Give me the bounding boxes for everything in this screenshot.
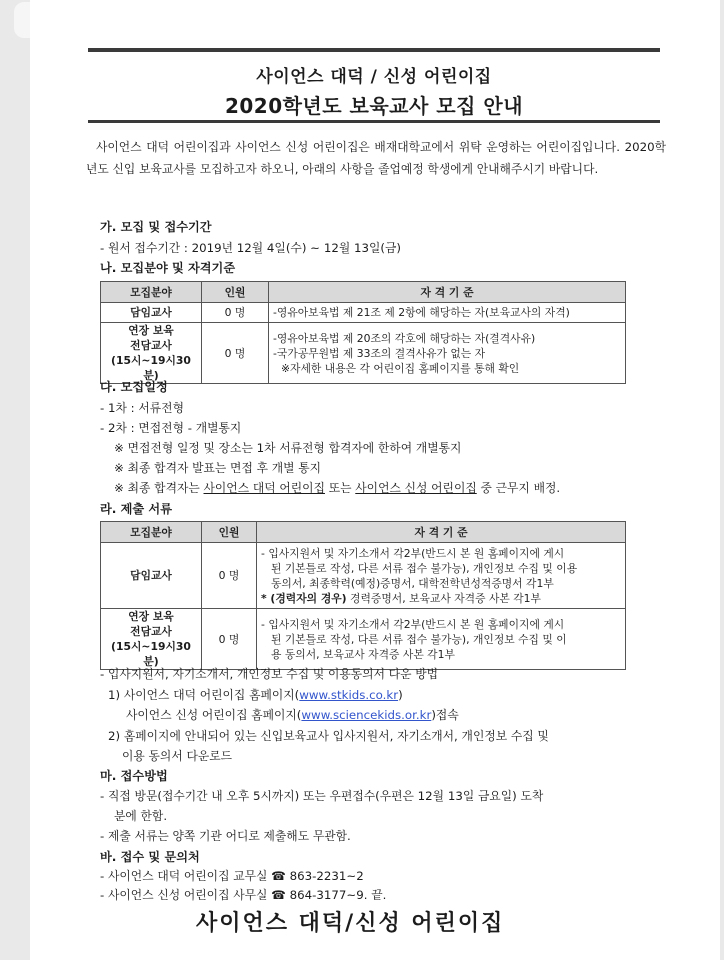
count-cell: 0 명: [202, 543, 257, 609]
download-text: 1) 사이언스 대덕 어린이집 홈페이지(: [108, 688, 300, 702]
criteria-line: [261, 591, 621, 606]
intro-paragraph: [86, 136, 666, 180]
field-cell: [101, 609, 202, 670]
criteria-line: 동의서, 최종학력(예정)증명서, 대학전학년성적증명서 각1부: [271, 576, 554, 590]
download-step-1: [108, 686, 403, 703]
experience-label: * (경력자의 경우): [261, 591, 347, 605]
experience-text: 경력증명서, 보육교사 자격증 사본 각1부: [346, 591, 541, 605]
contact-daeduk: - 사이언스 대덕 어린이집 교무실 ☎ 863-2231~2: [100, 869, 364, 883]
documents-table: [100, 521, 626, 670]
count-cell: 0 명: [202, 609, 257, 670]
field-line: 연장 보육: [128, 324, 174, 337]
submission-method-1-cont: 분에 한함.: [114, 809, 168, 823]
note-underlined: 사이언스 대덕 어린이집: [203, 481, 325, 495]
criteria-cell: [257, 609, 626, 670]
note-underlined: 사이언스 신성 어린이집: [355, 481, 477, 495]
section-c-heading: 다. 모집일정: [100, 380, 168, 394]
qualification-table: [100, 281, 626, 384]
col-header-criteria: 자 격 기 준: [257, 522, 626, 543]
download-text: 사이언스 신성 어린이집 홈페이지(: [126, 708, 302, 722]
criteria-cell: -영유아보육법 제 21조 제 2항에 해당하는 자(보육교사의 자격): [269, 303, 626, 323]
criteria-line: - 입사지원서 및 자기소개서 각2부(반드시 본 원 홈페이지에 게시: [261, 546, 565, 560]
note-text: ※ 최종 합격자는: [114, 481, 204, 495]
criteria-cell: [257, 543, 626, 609]
field-line: 전담교사: [130, 625, 172, 638]
download-step-2: 2) 홈페이지에 안내되어 있는 신입보육교사 입사지원서, 자기소개서, 개인정보 수집 및: [108, 729, 549, 743]
application-period: - 원서 접수기간 : 2019년 12월 4일(수) ~ 12월 13일(금): [100, 241, 401, 255]
field-cell: 담임교사: [101, 303, 202, 323]
schedule-step-1: - 1차 : 서류전형: [100, 401, 184, 415]
criteria-line: 된 기본틀로 작성, 다른 서류 접수 불가능), 개인정보 수집 및 이용: [271, 561, 578, 575]
section-d-heading: 라. 제출 서류: [100, 502, 172, 516]
note-text: 중 근무지 배정.: [476, 481, 561, 495]
schedule-note-1: ※ 면접전형 일정 및 장소는 1차 서류전형 합격자에 한하여 개별통지: [114, 441, 462, 455]
intro-text: 사이언스 대덕 어린이집과 사이언스 신성 어린이집은 배재대학교에서 위탁 운영하는 어린이집입니다. 2020학년도 신입 보육교사를 모집하고자 하오니, 아래의 사항을 졸업예정 학생에게 안내해주시기 바랍니다.: [86, 140, 666, 176]
field-line: 연장 보육: [128, 610, 174, 623]
table-row: [101, 323, 626, 384]
hours-label: (15시~19시30분): [111, 640, 191, 668]
table-row: [101, 543, 626, 609]
footer-title: 사이언스 대덕/신성 어린이집: [196, 911, 505, 936]
col-header-count: 인원: [202, 522, 257, 543]
criteria-line: 용 동의서, 보육교사 자격증 사본 각1부: [271, 647, 455, 661]
sinseong-homepage-link[interactable]: www.sciencekids.or.kr: [301, 708, 432, 722]
count-cell: 0 명: [202, 303, 269, 323]
daeduk-homepage-link[interactable]: www.stkids.co.kr: [299, 688, 399, 702]
download-text: )접속: [431, 708, 459, 722]
submission-method-2: - 제출 서류는 양쪽 기관 어디로 제출해도 무관함.: [100, 829, 351, 843]
col-header-criteria: 자 격 기 준: [269, 282, 626, 303]
criteria-line: 된 기본틀로 작성, 다른 서류 접수 불가능), 개인정보 수집 및 이: [271, 632, 567, 646]
schedule-note-3: [114, 479, 560, 496]
table-row: [101, 609, 626, 670]
col-header-count: 인원: [202, 282, 269, 303]
section-f-heading: 바. 접수 및 문의처: [100, 850, 200, 864]
col-header-field: 모집분야: [101, 282, 202, 303]
title-line-1: 사이언스 대덕 / 신성 어린이집: [256, 67, 492, 87]
section-b-heading: 나. 모집분야 및 자격기준: [100, 261, 236, 275]
contact-sinseong: - 사이언스 신성 어린이집 사무실 ☎ 864-3177~9. 끝.: [100, 888, 387, 902]
schedule-note-2: ※ 최종 합격자 발표는 면접 후 개별 통지: [114, 461, 322, 475]
field-cell: [101, 323, 202, 384]
download-text: ): [398, 688, 403, 702]
section-a-heading: 가. 모집 및 접수기간: [100, 220, 212, 234]
criteria-line: -국가공무원법 제 33조의 결격사유가 없는 자: [273, 346, 486, 360]
criteria-line: - 입사지원서 및 자기소개서 각2부(반드시 본 원 홈페이지에 게시: [261, 617, 565, 631]
criteria-line: -영유아보육법 제 20조의 각호에 해당하는 자(결격사유): [273, 331, 536, 345]
download-step-2-cont: 이용 동의서 다운로드: [122, 749, 233, 763]
submission-method-1: - 직접 방문(접수기간 내 오후 5시까지) 또는 우편접수(우편은 12월 13일 금요일) 도착: [100, 789, 544, 803]
note-text: 또는: [324, 481, 356, 495]
field-line: 전담교사: [130, 339, 172, 352]
table-row: [101, 303, 626, 323]
section-e-heading: 마. 접수방법: [100, 769, 168, 783]
col-header-field: 모집분야: [101, 522, 202, 543]
title-box: [88, 48, 660, 123]
schedule-step-2: - 2차 : 면접전형 - 개별통지: [100, 421, 242, 435]
download-heading: - 입사지원서, 자기소개서, 개인정보 수집 및 이용동의서 다운 방법: [100, 667, 439, 681]
criteria-note: ※자세한 내용은 각 어린이집 홈페이지를 통해 확인: [281, 361, 520, 375]
field-cell: 담임교사: [101, 543, 202, 609]
criteria-cell: [269, 323, 626, 384]
download-step-1b: [126, 706, 459, 723]
title-line-2: 2020학년도 보육교사 모집 안내: [224, 94, 524, 118]
hours-label: (15시~19시30분): [111, 354, 191, 382]
count-cell: 0 명: [202, 323, 269, 384]
